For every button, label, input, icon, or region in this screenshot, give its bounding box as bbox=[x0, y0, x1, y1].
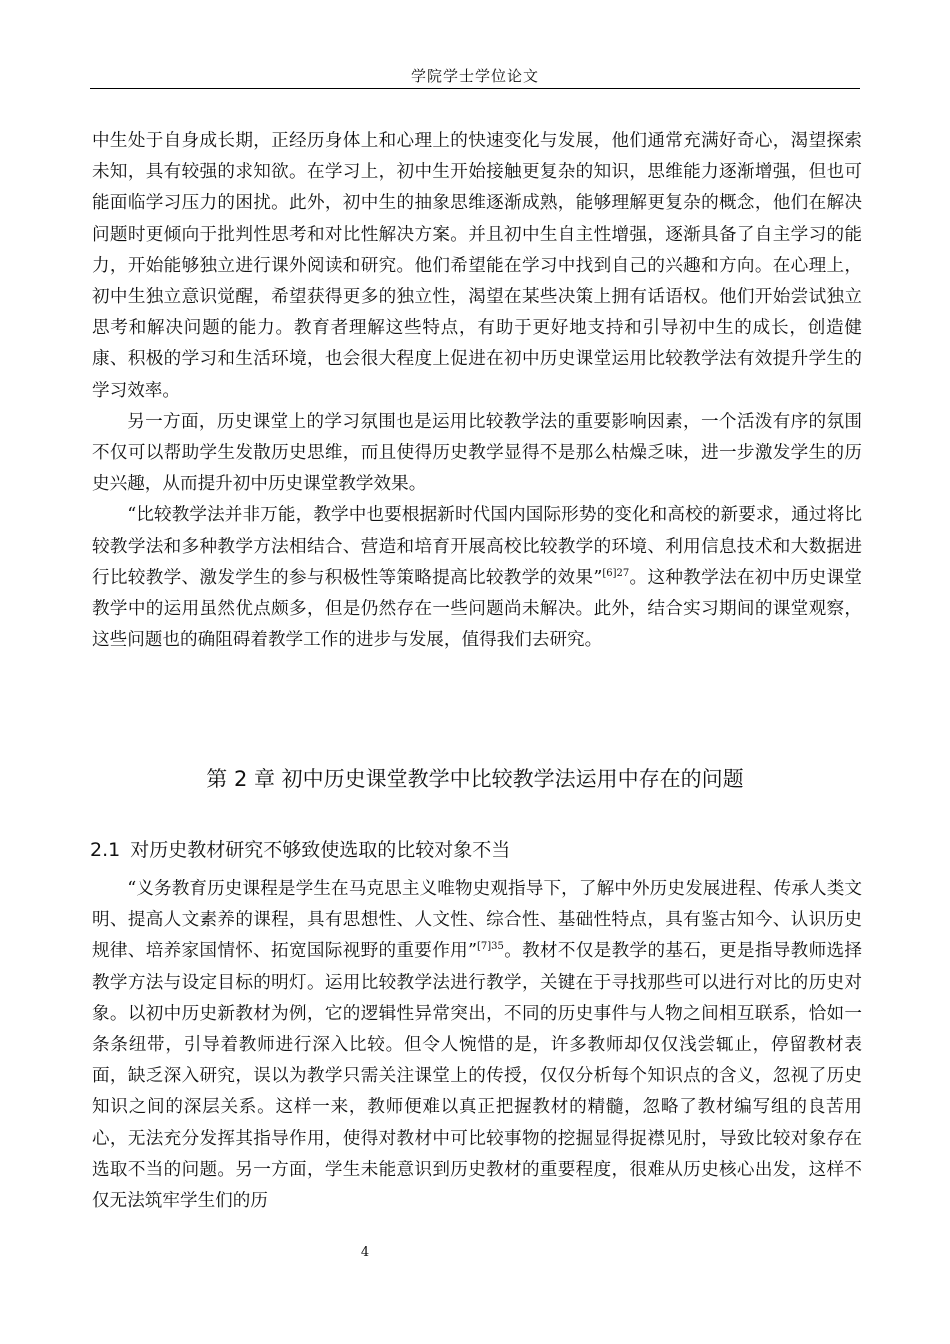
paragraph-2: 另一方面，历史课堂上的学习氛围也是运用比较教学法的重要影响因素，一个活泼有序的氛围不仅可以帮助学生发散历史思维，而且使得历史教学显得不是那么枯燥乏味，进一步激发学生的历史兴趣，从而提升初中历史课堂教学效果。 bbox=[92, 411, 862, 495]
paragraph-4-rest: 。教材不仅是教学的基石，更是指导教师选择教学方法与设定目标的明灯。运用比较教学法进行教学，关键在于寻找那些可以进行对比的历史对象。以初中历史新教材为例，它的逻辑性异常突出，不同的历史事件与人物之间相互联系，恰如一条条纽带，引导着教师进行深入比较。但令人惋惜的是，许多教师却仅仅浅尝辄止，停留教材表面，缺乏深入研究，误以为教学只需关注课堂上的传授，仅仅分析每个知识点的含义，忽视了历史知识之间的深层关系。这样一来，教师便难以真正把握教材的精髓，忽略了教材编写组的良苦用心，无法充分发挥其指导作用，使得对教材中可比较事物的挖掘显得捉襟见肘，导致比较对象存在选取不当的问题。另一方面，学生未能意识到历史教材的重要程度，很难从历史核心出发，这样不仅无法筑牢学生们的历 bbox=[92, 941, 862, 1212]
paragraph-4 bbox=[92, 874, 862, 1217]
running-header: 学院学士学位论文 bbox=[410, 67, 539, 85]
page-number: 4 bbox=[360, 1245, 370, 1260]
chapter-title: 第 2 章 初中历史课堂教学中比较教学法运用中存在的问题 bbox=[206, 767, 744, 791]
citation-6: [6]27 bbox=[602, 567, 630, 579]
paragraph-3-quote: “比较教学法并非万能，教学中也要根据新时代国内国际形势的变化和高校的新要求，通过将比较教学法和多种教学方法相结合、营造和培育开展高校比较教学的环境、利用信息技术和大数据进行比较教学、激发学生的参与积极性等策略提高比较教学的效果” bbox=[92, 505, 862, 588]
section-title: 对历史教材研究不够致使选取的比较对象不当 bbox=[130, 839, 511, 861]
header-rule bbox=[90, 88, 860, 89]
section-number: 2.1 bbox=[90, 839, 121, 861]
body-text-bottom bbox=[92, 874, 862, 1217]
paragraph-3 bbox=[92, 500, 862, 656]
body-text-top bbox=[92, 126, 862, 656]
paragraph-3-rest: 。这种教学法在初中历史课堂教学中的运用虽然优点颇多，但是仍然存在一些问题尚未解决。此外，结合实习期间的课堂观察，这些问题也的确阻碍着教学工作的进步与发展，值得我们去研究。 bbox=[92, 567, 862, 651]
paragraph-1: 中生处于自身成长期，正经历身体上和心理上的快速变化与发展，他们通常充满好奇心，渴望探索未知，具有较强的求知欲。在学习上，初中生开始接触更复杂的知识，思维能力逐渐增强，但也可能面临学习压力的困扰。此外，初中生的抽象思维逐渐成熟，能够理解更复杂的概念，他们在解决问题时更倾向于批判性思考和对比性解决方案。并且初中生自主性增强，逐渐具备了自主学习的能力，开始能够独立进行课外阅读和研究。他们希望能在学习中找到自己的兴趣和方向。在心理上，初中生独立意识觉醒，希望获得更多的独立性，渴望在某些决策上拥有话语权。他们开始尝试独立思考和解决问题的能力。教育者理解这些特点，有助于更好地支持和引导初中生的成长，创造健康、积极的学习和生活环境，也会很大程度上促进在初中历史课堂运用比较教学法有效提升学生的学习效率。 bbox=[92, 131, 862, 401]
section-heading bbox=[90, 836, 860, 864]
paragraph-4-quote: “义务教育历史课程是学生在马克思主义唯物史观指导下，了解中外历史发展进程、传承人类文明、提高人文素养的课程，具有思想性、人文性、综合性、基础性特点，具有鉴古知今、认识历史规律、培养家国情怀、拓宽国际视野的重要作用” bbox=[92, 879, 862, 962]
citation-7: [7]35 bbox=[477, 941, 504, 953]
